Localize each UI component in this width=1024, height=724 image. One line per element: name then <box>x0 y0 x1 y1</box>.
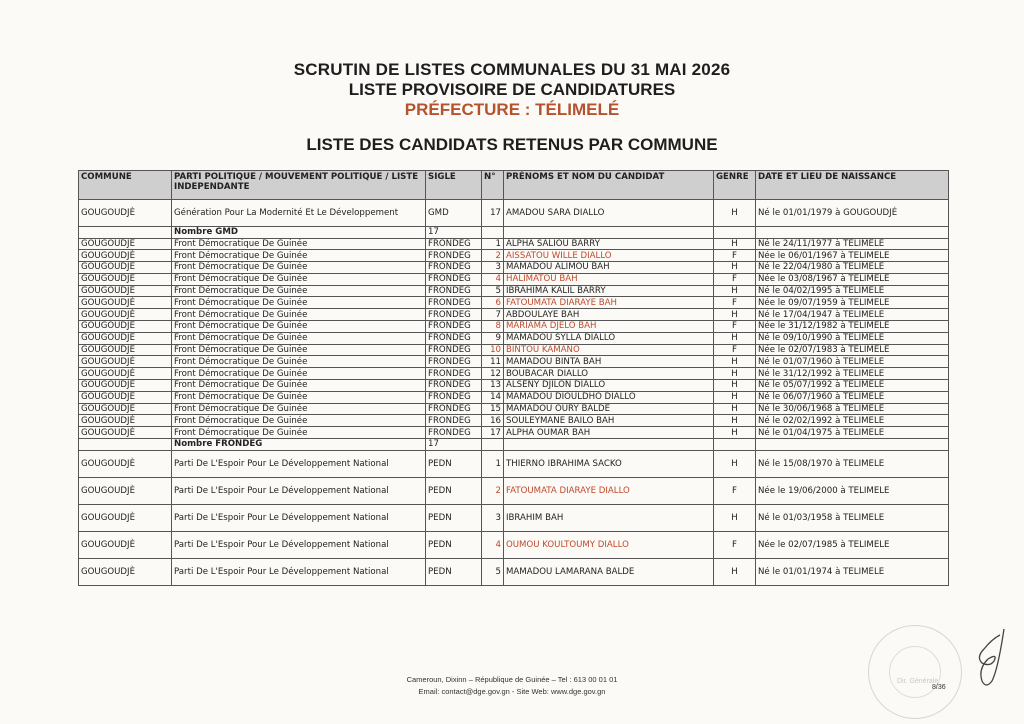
stamp-text: Dir. Générale <box>897 678 939 685</box>
cell-genre: H <box>714 238 756 250</box>
cell-naissance: Né le 31/12/1992 à TELIMELE <box>756 368 949 380</box>
empty-cell <box>504 227 714 239</box>
cell-naissance: Né le 02/02/1992 à TELIMELE <box>756 415 949 427</box>
table-row <box>79 238 949 250</box>
table-row <box>79 250 949 262</box>
cell-commune: GOUGOUDJÈ <box>79 344 172 356</box>
table-row <box>79 427 949 439</box>
table-header-row <box>79 171 949 200</box>
cell-sigle: FRONDEG <box>426 238 482 250</box>
empty-cell <box>504 439 714 451</box>
cell-sigle: FRONDEG <box>426 321 482 333</box>
cell-naissance: Née le 03/08/1967 à TELIMELE <box>756 273 949 285</box>
cell-num: 3 <box>482 504 504 531</box>
empty-cell <box>79 439 172 451</box>
cell-parti: Front Démocratique De Guinée <box>172 380 426 392</box>
cell-num: 7 <box>482 309 504 321</box>
cell-num: 16 <box>482 415 504 427</box>
table-row <box>79 309 949 321</box>
cell-commune: GOUGOUDJÈ <box>79 273 172 285</box>
cell-naissance: Né le 01/01/1974 à TELIMELE <box>756 558 949 585</box>
cell-sigle: FRONDEG <box>426 273 482 285</box>
cell-naissance: Né le 06/07/1960 à TELIMELE <box>756 391 949 403</box>
cell-commune: GOUGOUDJÈ <box>79 427 172 439</box>
cell-naissance: Née le 02/07/1985 à TELIMELE <box>756 531 949 558</box>
table-row <box>79 380 949 392</box>
cell-sigle: FRONDEG <box>426 250 482 262</box>
cell-parti: Front Démocratique De Guinée <box>172 344 426 356</box>
cell-naissance: Né le 17/04/1947 à TELIMELE <box>756 309 949 321</box>
cell-nom: ALPHA OUMAR BAH <box>504 427 714 439</box>
cell-sigle: PEDN <box>426 504 482 531</box>
cell-sigle: FRONDEG <box>426 391 482 403</box>
cell-sigle: FRONDEG <box>426 356 482 368</box>
cell-sigle: GMD <box>426 200 482 227</box>
cell-nom: MAMADOU SYLLA DIALLO <box>504 332 714 344</box>
cell-naissance: Né le 24/11/1977 à TELIMELE <box>756 238 949 250</box>
cell-naissance: Né le 01/01/1979 à GOUGOUDJÉ <box>756 200 949 227</box>
empty-cell <box>79 227 172 239</box>
cell-sigle: PEDN <box>426 477 482 504</box>
cell-naissance: Née le 31/12/1982 à TELIMELE <box>756 321 949 333</box>
document-subtitle: LISTE PROVISOIRE DE CANDIDATURES <box>348 80 676 99</box>
cell-sigle: PEDN <box>426 558 482 585</box>
table-row <box>79 321 949 333</box>
table-row <box>79 332 949 344</box>
document-title: SCRUTIN DE LISTES COMMUNALES DU 31 MAI 2026 <box>293 60 731 79</box>
empty-cell <box>756 227 949 239</box>
cell-genre: F <box>714 477 756 504</box>
cell-genre: F <box>714 250 756 262</box>
cell-naissance: Né le 15/08/1970 à TELIMELE <box>756 450 949 477</box>
cell-genre: H <box>714 504 756 531</box>
cell-genre: H <box>714 380 756 392</box>
cell-naissance: Né le 05/07/1992 à TELIMELE <box>756 380 949 392</box>
cell-parti: Front Démocratique De Guinée <box>172 297 426 309</box>
cell-parti: Front Démocratique De Guinée <box>172 285 426 297</box>
cell-num: 17 <box>482 427 504 439</box>
cell-naissance: Née le 19/06/2000 à TELIMELE <box>756 477 949 504</box>
cell-commune: GOUGOUDJÈ <box>79 504 172 531</box>
cell-naissance: Né le 01/04/1975 à TELIMELE <box>756 427 949 439</box>
cell-nom: HALIMATOU BAH <box>504 273 714 285</box>
cell-parti: Front Démocratique De Guinée <box>172 427 426 439</box>
cell-naissance: Né le 01/07/1960 à TELIMELE <box>756 356 949 368</box>
cell-genre: H <box>714 285 756 297</box>
cell-nom: BOUBACAR DIALLO <box>504 368 714 380</box>
cell-commune: GOUGOUDJÈ <box>79 200 172 227</box>
table-row <box>79 477 949 504</box>
col-num: N° <box>482 171 504 200</box>
cell-sigle: FRONDEG <box>426 332 482 344</box>
cell-commune: GOUGOUDJÈ <box>79 238 172 250</box>
table-row <box>79 200 949 227</box>
cell-sigle: FRONDEG <box>426 262 482 274</box>
cell-commune: GOUGOUDJÈ <box>79 262 172 274</box>
total-row <box>79 227 949 239</box>
table-row <box>79 415 949 427</box>
col-parti: PARTI POLITIQUE / MOUVEMENT POLITIQUE / LISTE INDEPENDANTE <box>172 171 426 200</box>
official-stamp <box>868 625 962 719</box>
cell-nom: FATOUMATA DIARAYE DIALLO <box>504 477 714 504</box>
col-naissance: DATE ET LIEU DE NAISSANCE <box>756 171 949 200</box>
cell-nom: IBRAHIM BAH <box>504 504 714 531</box>
table-row <box>79 344 949 356</box>
cell-genre: F <box>714 321 756 333</box>
table-row <box>79 273 949 285</box>
cell-num: 2 <box>482 477 504 504</box>
cell-sigle: FRONDEG <box>426 297 482 309</box>
cell-commune: GOUGOUDJÈ <box>79 297 172 309</box>
cell-num: 13 <box>482 380 504 392</box>
cell-num: 1 <box>482 450 504 477</box>
cell-parti: Front Démocratique De Guinée <box>172 262 426 274</box>
cell-sigle: FRONDEG <box>426 285 482 297</box>
cell-parti: Front Démocratique De Guinée <box>172 309 426 321</box>
cell-genre: H <box>714 309 756 321</box>
cell-genre: H <box>714 450 756 477</box>
cell-num: 3 <box>482 262 504 274</box>
cell-num: 5 <box>482 285 504 297</box>
col-commune: COMMUNE <box>79 171 172 200</box>
empty-cell <box>714 439 756 451</box>
cell-nom: MAMADOU DIOULDHO DIALLO <box>504 391 714 403</box>
cell-genre: F <box>714 297 756 309</box>
cell-nom: AISSATOU WILLE DIALLO <box>504 250 714 262</box>
cell-sigle: FRONDEG <box>426 368 482 380</box>
cell-parti: Parti De L'Espoir Pour Le Développement National <box>172 504 426 531</box>
cell-commune: GOUGOUDJÈ <box>79 285 172 297</box>
empty-cell <box>714 227 756 239</box>
candidates-table <box>78 170 949 586</box>
cell-commune: GOUGOUDJÈ <box>79 558 172 585</box>
cell-parti: Front Démocratique De Guinée <box>172 415 426 427</box>
cell-naissance: Né le 04/02/1995 à TELIMELE <box>756 285 949 297</box>
list-title: LISTE DES CANDIDATS RETENUS PAR COMMUNE <box>306 135 718 154</box>
cell-naissance: Née le 09/07/1959 à TELIMELE <box>756 297 949 309</box>
cell-parti: Front Démocratique De Guinée <box>172 238 426 250</box>
cell-num: 10 <box>482 344 504 356</box>
cell-nom: BINTOU KAMANO <box>504 344 714 356</box>
table-row <box>79 285 949 297</box>
cell-genre: H <box>714 200 756 227</box>
cell-sigle: FRONDEG <box>426 380 482 392</box>
cell-naissance: Née le 02/07/1983 à TELIMELE <box>756 344 949 356</box>
cell-commune: GOUGOUDJÈ <box>79 356 172 368</box>
cell-sigle: FRONDEG <box>426 403 482 415</box>
cell-num: 17 <box>482 200 504 227</box>
cell-sigle: FRONDEG <box>426 427 482 439</box>
cell-genre: H <box>714 558 756 585</box>
cell-commune: GOUGOUDJÈ <box>79 250 172 262</box>
cell-naissance: Né le 22/04/1980 à TELIMELE <box>756 262 949 274</box>
total-value: 17 <box>426 227 482 239</box>
cell-parti: Front Démocratique De Guinée <box>172 391 426 403</box>
cell-commune: GOUGOUDJÈ <box>79 477 172 504</box>
cell-naissance: Né le 30/06/1968 à TELIMELE <box>756 403 949 415</box>
cell-num: 2 <box>482 250 504 262</box>
cell-commune: GOUGOUDJÈ <box>79 332 172 344</box>
cell-nom: ALSENY DJILON DIALLO <box>504 380 714 392</box>
cell-sigle: PEDN <box>426 450 482 477</box>
cell-parti: Génération Pour La Modernité Et Le Développement <box>172 200 426 227</box>
cell-genre: H <box>714 332 756 344</box>
cell-nom: THIERNO IBRAHIMA SACKO <box>504 450 714 477</box>
cell-naissance: Née le 06/01/1967 à TELIMELE <box>756 250 949 262</box>
total-row <box>79 439 949 451</box>
cell-commune: GOUGOUDJÈ <box>79 380 172 392</box>
cell-parti: Front Démocratique De Guinée <box>172 368 426 380</box>
cell-nom: MAMADOU ALIMOU BAH <box>504 262 714 274</box>
cell-genre: H <box>714 391 756 403</box>
cell-parti: Front Démocratique De Guinée <box>172 250 426 262</box>
cell-sigle: FRONDEG <box>426 344 482 356</box>
cell-commune: GOUGOUDJÈ <box>79 450 172 477</box>
cell-num: 6 <box>482 297 504 309</box>
cell-parti: Parti De L'Espoir Pour Le Développement National <box>172 558 426 585</box>
cell-commune: GOUGOUDJÈ <box>79 368 172 380</box>
cell-parti: Parti De L'Espoir Pour Le Développement National <box>172 477 426 504</box>
table-row <box>79 356 949 368</box>
cell-nom: FATOUMATA DIARAYE BAH <box>504 297 714 309</box>
cell-nom: AMADOU SARA DIALLO <box>504 200 714 227</box>
cell-nom: MAMADOU LAMARANA BALDE <box>504 558 714 585</box>
table-row <box>79 297 949 309</box>
col-nom: PRÉNOMS ET NOM DU CANDIDAT <box>504 171 714 200</box>
cell-genre: H <box>714 403 756 415</box>
cell-sigle: FRONDEG <box>426 309 482 321</box>
table-row <box>79 558 949 585</box>
table-row <box>79 368 949 380</box>
cell-genre: H <box>714 262 756 274</box>
prefecture-title: PRÉFECTURE : TÉLIMELÉ <box>404 100 620 119</box>
cell-commune: GOUGOUDJÈ <box>79 531 172 558</box>
cell-genre: F <box>714 273 756 285</box>
cell-commune: GOUGOUDJÈ <box>79 391 172 403</box>
table-row <box>79 450 949 477</box>
cell-num: 5 <box>482 558 504 585</box>
table-row <box>79 504 949 531</box>
cell-parti: Parti De L'Espoir Pour Le Développement National <box>172 531 426 558</box>
cell-parti: Front Démocratique De Guinée <box>172 332 426 344</box>
total-value: 17 <box>426 439 482 451</box>
table-row <box>79 262 949 274</box>
cell-genre: H <box>714 427 756 439</box>
cell-nom: MARIAMA DJELO BAH <box>504 321 714 333</box>
footer-address: Cameroun, Dixinn – République de Guinée – Tel : 613 00 01 01 <box>406 675 618 684</box>
cell-naissance: Né le 09/10/1990 à TELIMELE <box>756 332 949 344</box>
cell-commune: GOUGOUDJÈ <box>79 415 172 427</box>
cell-num: 8 <box>482 321 504 333</box>
table-row <box>79 391 949 403</box>
cell-nom: MAMADOU BINTA BAH <box>504 356 714 368</box>
footer-contact: Email: contact@dge.gov.gn - Site Web: www.dge.gov.gn <box>418 687 606 696</box>
empty-cell <box>482 439 504 451</box>
cell-parti: Front Démocratique De Guinée <box>172 321 426 333</box>
cell-commune: GOUGOUDJÈ <box>79 309 172 321</box>
signature-icon <box>970 625 1010 695</box>
total-label: Nombre FRONDEG <box>172 439 426 451</box>
cell-nom: IBRAHIMA KALIL BARRY <box>504 285 714 297</box>
cell-num: 14 <box>482 391 504 403</box>
cell-num: 4 <box>482 531 504 558</box>
cell-parti: Front Démocratique De Guinée <box>172 273 426 285</box>
cell-nom: MAMADOU OURY BALDE <box>504 403 714 415</box>
cell-genre: H <box>714 368 756 380</box>
cell-parti: Front Démocratique De Guinée <box>172 356 426 368</box>
cell-num: 1 <box>482 238 504 250</box>
cell-nom: SOULEYMANE BAILO BAH <box>504 415 714 427</box>
cell-nom: OUMOU KOULTOUMY DIALLO <box>504 531 714 558</box>
cell-genre: H <box>714 356 756 368</box>
cell-commune: GOUGOUDJÈ <box>79 403 172 415</box>
table-row <box>79 403 949 415</box>
cell-num: 15 <box>482 403 504 415</box>
cell-nom: ABDOULAYE BAH <box>504 309 714 321</box>
col-sigle: SIGLE <box>426 171 482 200</box>
cell-num: 4 <box>482 273 504 285</box>
cell-commune: GOUGOUDJÈ <box>79 321 172 333</box>
cell-num: 12 <box>482 368 504 380</box>
empty-cell <box>756 439 949 451</box>
total-label: Nombre GMD <box>172 227 426 239</box>
table-row <box>79 531 949 558</box>
cell-sigle: PEDN <box>426 531 482 558</box>
cell-num: 9 <box>482 332 504 344</box>
page-number: 8/36 <box>932 684 946 691</box>
cell-parti: Parti De L'Espoir Pour Le Développement National <box>172 450 426 477</box>
cell-genre: F <box>714 531 756 558</box>
cell-parti: Front Démocratique De Guinée <box>172 403 426 415</box>
cell-genre: F <box>714 344 756 356</box>
cell-naissance: Né le 01/03/1958 à TELIMELE <box>756 504 949 531</box>
cell-genre: H <box>714 415 756 427</box>
cell-num: 11 <box>482 356 504 368</box>
cell-sigle: FRONDEG <box>426 415 482 427</box>
empty-cell <box>482 227 504 239</box>
col-genre: GENRE <box>714 171 756 200</box>
cell-nom: ALPHA SALIOU BARRY <box>504 238 714 250</box>
